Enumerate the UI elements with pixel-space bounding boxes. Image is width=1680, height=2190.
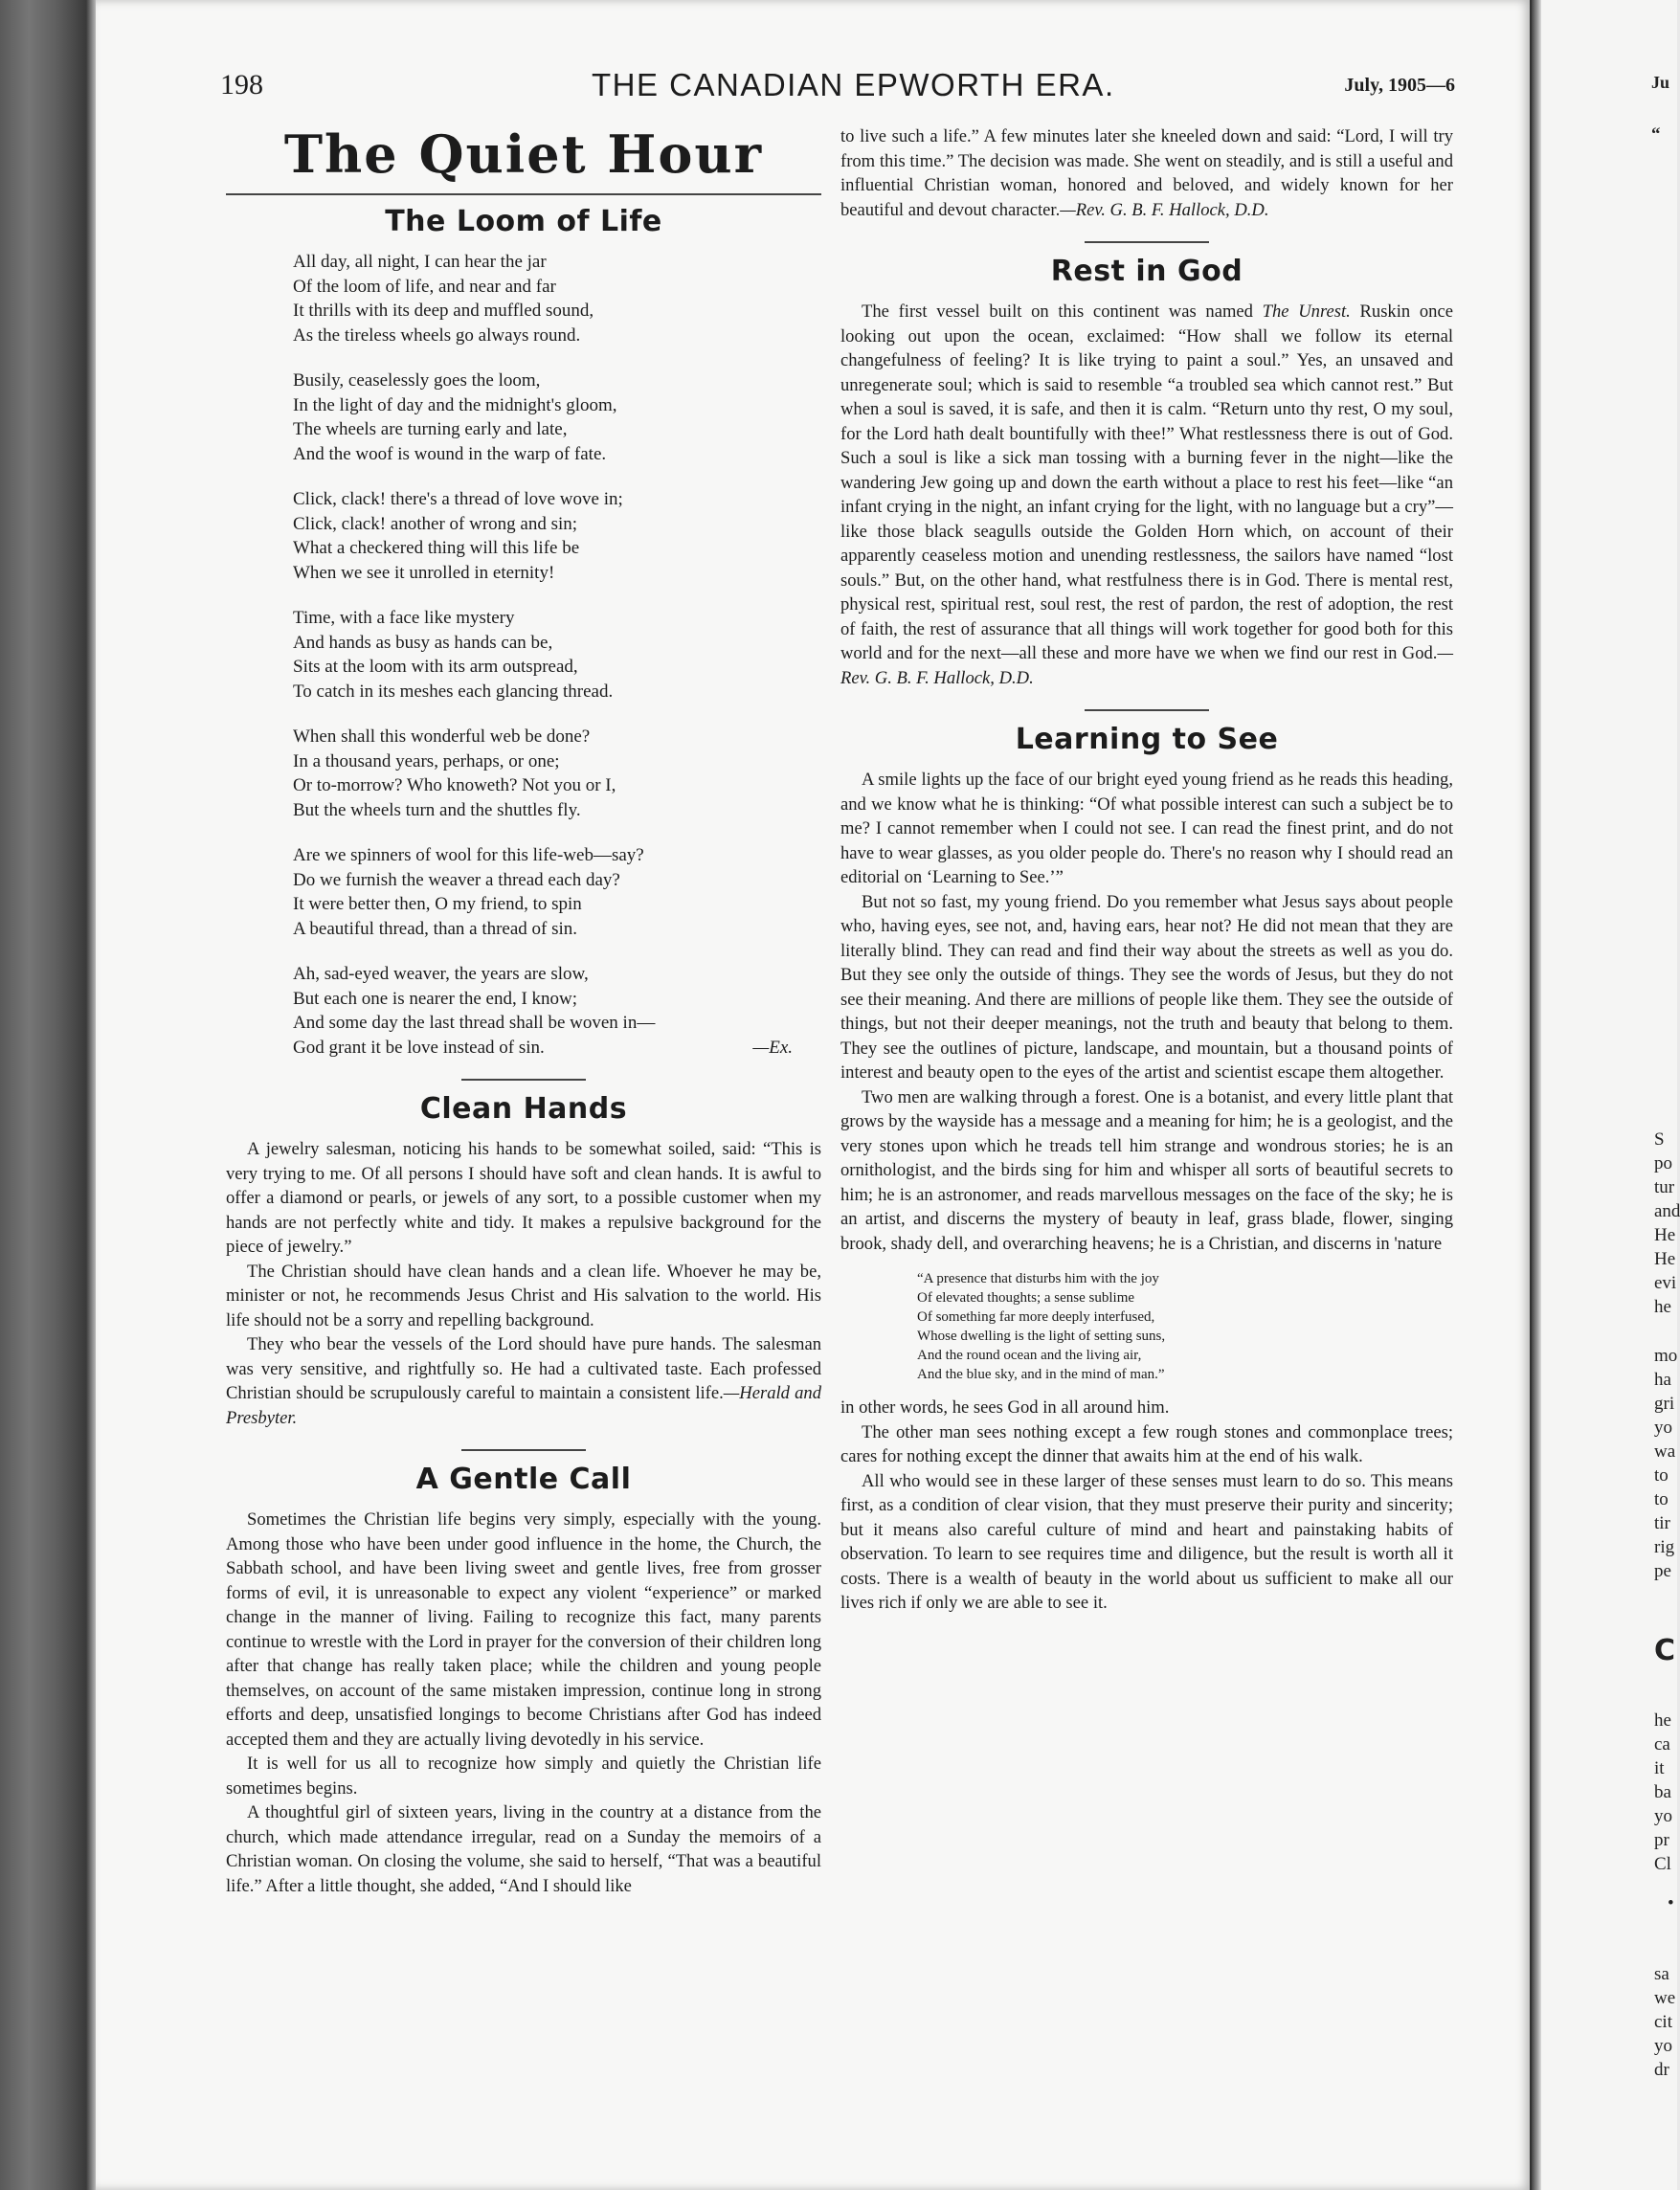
poem-stanza (293, 606, 821, 704)
poem-line: And the woof is wound in the warp of fate. (293, 443, 607, 464)
section-masthead: The Quiet Hour (283, 123, 764, 185)
paragraph-text: The first vessel built on this continent was named (862, 302, 1253, 322)
fragment-line: wa (1654, 1441, 1676, 1462)
fragment-line: gri (1654, 1394, 1675, 1414)
gentle-call-title: A Gentle Call (415, 1463, 632, 1497)
next-page-header-fragment: Ju (1651, 73, 1670, 92)
quote-line: “A presence that disturbs him with the joy (917, 1271, 1159, 1286)
poem-line: But each one is nearer the end, I know; (293, 988, 578, 1009)
learning-paragraph: A smile lights up the face of our bright eyed young friend as he reads this heading, and we know what he is thinking: “Of what possible interest can such a subject be to me? I cannot remember when I could not see. I can read the finest print, and do not have to wear glasses, as you older people do. There's no reason why I should read an editorial on ‘Learning to See.’” (840, 770, 1453, 887)
fragment-line: to (1654, 1465, 1669, 1486)
next-page-text-fragment (1654, 1709, 1672, 1876)
clean-hands-paragraph (226, 1332, 821, 1430)
loom-poem (226, 250, 821, 1060)
learning-paragraph: But not so fast, my young friend. Do you remember what Jesus says about people who, having eyes, see not, and, having ears, hear not? He did not mean that they are literally blind. They can read and find their way about the streets as well as you do. But they see only the outside of things. They see the words of Jesus, but they do not see their meaning. And there are millions of people like them. They see the outside of things, but not their deeper meanings, not the truth and beauty that belong to them. They see the outlines of picture, landscape, and mountain, but a thousand points of interest and beauty open to the eyes of the artist and scientist escape them altogether. (840, 891, 1453, 1083)
clean-hands-attribution: —Herald and Presbyter. (226, 1383, 822, 1428)
rest-in-god-title: Rest in God (1050, 255, 1243, 288)
section-divider (1085, 241, 1209, 243)
poem-line: When we see it unrolled in eternity! (293, 562, 555, 583)
poem-line: Or to-morrow? Who knoweth? Not you or I, (293, 775, 616, 796)
masthead-rule (226, 193, 821, 195)
poem-attribution: —Ex. (752, 1037, 793, 1058)
gentle-call-continuation (840, 124, 1453, 222)
next-page-text-fragment (1654, 1962, 1675, 2082)
fragment-line: Cl (1654, 1854, 1671, 1874)
poem-line: As the tireless wheels go always round. (293, 324, 581, 346)
poem-stanza (293, 487, 821, 585)
rest-in-god-paragraph (840, 300, 1453, 690)
next-page-bullet: • (1668, 1893, 1674, 1913)
fragment-line: to (1654, 1489, 1669, 1509)
poem-line: To catch in its meshes each glancing thread. (293, 681, 614, 702)
fragment-line: po (1654, 1153, 1672, 1173)
fragment-line: He (1654, 1225, 1676, 1245)
poem-line: Of the loom of life, and near and far (293, 276, 556, 297)
poem-line: Time, with a face like mystery (293, 608, 515, 629)
poem-stanza (293, 962, 821, 1060)
poem-stanza (293, 843, 821, 941)
gentle-call-paragraph: A thoughtful girl of sixteen years, living in the country at a distance from the church, which made attendance irregular, read on a Sunday the memoirs of a Christian woman. On closing the volume, she said to herself, “That was a beautiful life.” After a little thought, she added, “And I should like (226, 1802, 821, 1896)
paragraph-text: Ruskin once looking out upon the ocean, exclaimed: “How shall we follow its eternal changefulness of feeling? It is like trying to paint a soul.” Yes, an unsaved and unregenerate soul; which is said to resemble “a troubled sea which cannot rest.” But when a soul is saved, it is safe, and then it is calm. “Return unto thy rest, O my soul, for the Lord hath dealt bountifully with thee!” What restlessness there is out of God. Such a soul is like a sick man tossing with a burning fever in the night—like the wandering Jew going up and down the earth without a place to rest his feet—like “an infant crying in the night, an infant crying for the light, with no language but a cry”—like those black seagulls outside the Golden Horn which, on account of their apparently ceaseless motion and unending restlessness, the sailors have named “lost souls.” But, on the other hand, what restfulness there is in God. There is mental rest, physical rest, spiritual rest, soul rest, the rest of pardon, the rest of adoption, the rest of faith, the rest of assurance that all things will work together for good both for this world and for the next—all these and more have we when we find our rest in God. (840, 302, 1453, 663)
poem-line: When shall this wonderful web be done? (293, 726, 591, 748)
fragment-line: we (1654, 1988, 1676, 2008)
fragment-line: tir (1654, 1513, 1670, 1533)
book-binding (0, 0, 96, 2190)
fragment-line: pr (1654, 1830, 1669, 1850)
wordsworth-quote (840, 1269, 1453, 1384)
fragment-line: mo (1654, 1346, 1678, 1366)
poem-line: In the light of day and the midnight's gloom, (293, 394, 617, 415)
fragment-line: yo (1654, 1806, 1672, 1826)
poem-line: The wheels are turning early and late, (293, 419, 568, 440)
poem-line: It thrills with its deep and muffled sound, (293, 301, 594, 322)
paragraph-text: They who bear the vessels of the Lord should have pure hands. The salesman was very sensitive, and rightfully so. He had a cultivated taste. Each professed Christian should be scrupulously careful to maintain a consistent life. (226, 1334, 821, 1404)
fragment-line: ha (1654, 1370, 1671, 1390)
gentle-call-paragraph: It is well for us all to recognize how simply and quietly the Christian life sometimes begins. (226, 1754, 821, 1799)
poem-line: And some day the last thread shall be woven in— (293, 1013, 656, 1034)
next-page-heading-fragment: C (1654, 1634, 1676, 1667)
poem-line: Do we furnish the weaver a thread each day? (293, 869, 620, 890)
poem-line-text: God grant it be love instead of sin. (293, 1037, 545, 1058)
clean-hands-title: Clean Hands (419, 1092, 628, 1127)
fragment-line: sa (1654, 1964, 1669, 1984)
left-column (226, 124, 821, 1898)
poem-line: Busily, ceaselessly goes the loom, (293, 370, 541, 391)
poem-line: Ah, sad-eyed weaver, the years are slow, (293, 964, 589, 985)
poem-line: Are we spinners of wool for this life-web—say? (293, 845, 644, 866)
page-number: 198 (220, 69, 263, 101)
quote-line: Of something far more deeply interfused, (917, 1309, 1155, 1325)
fragment-line: rig (1654, 1537, 1675, 1557)
fragment-line: he (1654, 1710, 1671, 1731)
quote-line: Whose dwelling is the light of setting suns, (917, 1329, 1166, 1344)
learning-paragraph: All who would see in these larger of these senses must learn to do so. This means first, as a condition of clear vision, that they must preserve their purity and sincerity; but it means also careful culture of mind and heart and painstaking habits of observation. To learn to see requires time and diligence, but the result is worth all it costs. There is a wealth of beauty in the world about us sufficient to make all our lives rich if only we are able to see it. (840, 1470, 1453, 1613)
ship-name: The Unrest. (1262, 302, 1351, 322)
poem-line: But the wheels turn and the shuttles fly. (293, 799, 581, 820)
poem-line: In a thousand years, perhaps, or one; (293, 750, 560, 771)
gentle-call-paragraph: Sometimes the Christian life begins very simply, especially with the young. Among those who have been under good influence in the home, the Church, the Sabbath school, and have been living sweet and gentle lives, free from grosser forms of evil, it is unreasonable to expect any violent “experience” or marked change in the manner of living. Failing to recognize this fact, many parents continue to wrestle with the Lord in prayer for the conversion of their children long after that change has really taken place; while the children and young people themselves, on account of the same mistaken impression, continue long in strong efforts and deep, unsatisfied longings to become Christians after God has indeed accepted them and they are actually living devotedly in his service. (226, 1509, 821, 1750)
quote-line: And the round ocean and the living air, (917, 1348, 1142, 1363)
poem-stanza (293, 725, 821, 822)
poem-line (293, 1036, 821, 1061)
fragment-line: tur (1654, 1177, 1675, 1197)
rest-in-god-attribution: —Rev. G. B. F. Hallock, D.D. (840, 643, 1453, 688)
learning-paragraph: The other man sees nothing except a few rough stones and commonplace trees; cares for nothing except the dinner that awaits him at the end of his walk. (840, 1421, 1453, 1466)
fragment-line: evi (1654, 1273, 1677, 1293)
section-divider (461, 1079, 586, 1081)
poem-stanza (293, 250, 821, 347)
next-page-text-fragment (1654, 1128, 1680, 1319)
fragment-line: dr (1654, 2060, 1669, 2080)
fragment-line: yo (1654, 2036, 1672, 2056)
clean-hands-paragraph: A jewelry salesman, noticing his hands to be somewhat soiled, said: “This is very trying to me. Of all persons I should have soft and clean hands. It is awful to offer a diamond or pearls, or jewels of any sort, to a possible customer when my hands are not perfectly white and tidy. It makes a repulsive background for the piece of jewelry.” (226, 1139, 821, 1258)
poem-line: It were better then, O my friend, to spin (293, 894, 582, 915)
poem-line: A beautiful thread, than a thread of sin. (293, 918, 578, 939)
gentle-call-attribution: —Rev. G. B. F. Hallock, D.D. (1060, 199, 1269, 220)
poem-line: Click, clack! there's a thread of love wove in; (293, 489, 623, 510)
clean-hands-paragraph: The Christian should have clean hands and a clean life. Whoever he may be, minister or not, he recommends Jesus Christ and His salvation to the world. His life should not be a sorry and repelling background. (226, 1261, 821, 1330)
fragment-line: He (1654, 1249, 1676, 1269)
issue-date: July, 1905—6 (1344, 75, 1455, 96)
poem-line: And hands as busy as hands can be, (293, 632, 553, 653)
next-page-quote-mark: “ (1651, 124, 1661, 145)
poem-line: All day, all night, I can hear the jar (293, 252, 547, 273)
fragment-line: cit (1654, 2012, 1672, 2032)
section-divider (1085, 709, 1209, 711)
publication-title: THE CANADIAN EPWORTH ERA. (592, 67, 1115, 102)
learning-paragraph: Two men are walking through a forest. One is a botanist, and every little plant that grows by the wayside has a message and a meaning for him; he is a geologist, and the very stones upon which he treads tell him strange and wondrous stories; he is an ornithologist, and the birds sing for him and whisper all sorts of beautiful secrets to him; he is an astronomer, and reads marvellous messages on the face of the sky; he is an artist, and discerns the mystery of beauty in leaf, grass blade, flower, singing brook, shady dell, and overarching heavens; he is a Christian, and discerns in 'nature (840, 1086, 1453, 1254)
right-column (840, 124, 1453, 1616)
next-page-text-fragment (1654, 1344, 1677, 1583)
fragment-line: he (1654, 1297, 1671, 1317)
loom-title: The Loom of Life (385, 205, 662, 239)
poem-line: Click, clack! another of wrong and sin; (293, 513, 578, 534)
paragraph-text: to live such a life.” A few minutes later she kneeled down and said: “Lord, I will try from this time.” The decision was made. She went on steadily, and is still a useful and influential Christian woman, honored and beloved, and widely known for her beautiful and devout character. (840, 126, 1453, 220)
poem-line: What a checkered thing will this life be (293, 538, 580, 559)
fragment-line: ba (1654, 1782, 1671, 1802)
quote-line: And the blue sky, and in the mind of man.” (917, 1367, 1165, 1382)
fragment-line: yo (1654, 1418, 1672, 1438)
page-gutter (1532, 0, 1541, 2190)
fragment-line: and (1654, 1201, 1680, 1221)
fragment-line: S (1654, 1129, 1665, 1150)
learning-paragraph: in other words, he sees God in all around him. (840, 1397, 1170, 1418)
fragment-line: pe (1654, 1561, 1671, 1581)
section-divider (461, 1449, 586, 1451)
quote-line: Of elevated thoughts; a sense sublime (917, 1290, 1135, 1306)
fragment-line: ca (1654, 1734, 1670, 1754)
running-header (220, 69, 1455, 117)
fragment-line: it (1654, 1758, 1665, 1778)
poem-line: Sits at the loom with its arm outspread, (293, 657, 578, 678)
poem-stanza (293, 369, 821, 466)
learning-title: Learning to See (1015, 723, 1279, 756)
